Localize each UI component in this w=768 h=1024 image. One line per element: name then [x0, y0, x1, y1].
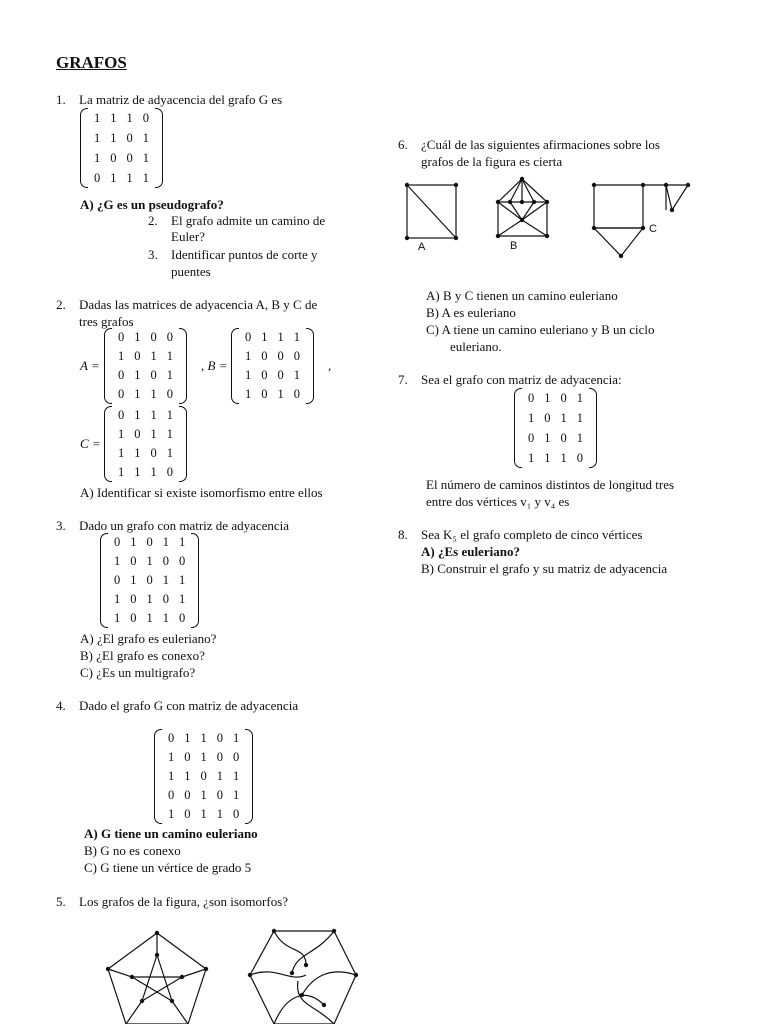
matrix-cell: 1 — [118, 465, 125, 479]
q1-item-3-text-cont: puentes — [171, 264, 211, 279]
matrix-cell: 0 — [233, 807, 240, 821]
matrix-cell: 1 — [200, 750, 207, 764]
matrix-cell: 1 — [216, 807, 223, 821]
q6-option-c-cont: euleriano. — [450, 339, 502, 354]
matrix-cell: 1 — [245, 349, 252, 363]
q2-matrix-b — [231, 328, 314, 404]
q5-graph-hexagon — [246, 925, 358, 1024]
matrix-cell: 1 — [277, 387, 284, 401]
q6-graphs-figure — [400, 176, 700, 260]
matrix-cell: 1 — [560, 451, 567, 465]
matrix-cell: 0 — [184, 750, 191, 764]
matrix-cell: 1 — [130, 573, 137, 587]
q6-number: 6. — [398, 137, 408, 152]
matrix-cell: 1 — [200, 807, 207, 821]
matrix-table — [523, 388, 588, 468]
matrix-cell: 1 — [166, 427, 173, 441]
matrix-row — [240, 328, 305, 347]
matrix-row — [109, 571, 190, 590]
matrix-table — [113, 406, 178, 482]
matrix-cell: 0 — [146, 573, 153, 587]
matrix-cell: 0 — [134, 349, 141, 363]
q2-trailing-comma: , — [328, 358, 332, 373]
q3-option-c: C) ¿Es un multigrafo? — [80, 665, 196, 680]
matrix-cell: 1 — [277, 330, 284, 344]
matrix-cell: 1 — [184, 769, 191, 783]
q1-option-a: A) ¿G es un pseudografo? — [80, 197, 224, 212]
q4-option-b: B) G no es conexo — [84, 843, 181, 858]
q1-item-2-text: El grafo admite un camino de — [171, 213, 326, 228]
matrix-row — [109, 609, 190, 628]
matrix-cell: 1 — [168, 769, 175, 783]
matrix-cell: 1 — [150, 408, 157, 422]
matrix-row — [109, 533, 190, 552]
matrix-row — [240, 385, 305, 404]
matrix-cell: 0 — [118, 387, 125, 401]
matrix-row — [113, 385, 178, 404]
matrix-cell: 0 — [150, 446, 157, 460]
matrix-cell: 0 — [179, 554, 186, 568]
matrix-cell: 1 — [110, 171, 117, 185]
matrix-cell: 0 — [162, 554, 169, 568]
matrix-cell: 1 — [134, 330, 141, 344]
matrix-cell: 1 — [142, 131, 149, 145]
matrix-cell: 1 — [114, 592, 121, 606]
q4-number: 4. — [56, 698, 66, 713]
matrix-row — [163, 786, 244, 805]
matrix-cell: 1 — [576, 431, 583, 445]
matrix-cell: 0 — [166, 387, 173, 401]
matrix-row — [109, 590, 190, 609]
matrix-cell: 0 — [150, 368, 157, 382]
matrix-cell: 1 — [233, 788, 240, 802]
q2-matrix-a-label: A = — [80, 358, 100, 373]
matrix-cell: 1 — [134, 368, 141, 382]
matrix-cell: 0 — [528, 391, 535, 405]
matrix-cell: 1 — [166, 368, 173, 382]
q2-matrix-b-label: , B = — [201, 358, 228, 373]
matrix-cell: 1 — [118, 446, 125, 460]
matrix-cell: 1 — [179, 535, 186, 549]
matrix-cell: 1 — [560, 411, 567, 425]
matrix-cell: 0 — [233, 750, 240, 764]
matrix-row — [163, 805, 244, 824]
matrix-cell: 1 — [118, 427, 125, 441]
matrix-cell: 1 — [293, 368, 300, 382]
matrix-cell: 1 — [114, 554, 121, 568]
q3-number: 3. — [56, 518, 66, 533]
matrix-row — [113, 406, 178, 425]
matrix-cell: 1 — [110, 111, 117, 125]
matrix-cell: 0 — [560, 391, 567, 405]
matrix-table — [240, 328, 305, 404]
matrix-row — [523, 388, 588, 408]
matrix-table — [163, 729, 244, 824]
matrix-cell: 0 — [142, 111, 149, 125]
matrix-cell: 1 — [162, 535, 169, 549]
q5-number: 5. — [56, 894, 66, 909]
q1-item-2-text-cont: Euler? — [171, 229, 205, 244]
matrix-row — [113, 444, 178, 463]
matrix-cell: 1 — [179, 592, 186, 606]
matrix-cell: 0 — [130, 611, 137, 625]
q3-matrix — [100, 533, 199, 628]
q7-matrix — [514, 388, 597, 468]
q6-graph-b-label: B — [510, 240, 518, 252]
matrix-cell: 1 — [118, 349, 125, 363]
matrix-cell: 1 — [146, 592, 153, 606]
q6-graph-a-label: A — [418, 241, 426, 253]
matrix-cell: 0 — [118, 330, 125, 344]
matrix-cell: 0 — [130, 592, 137, 606]
matrix-cell: 0 — [200, 769, 207, 783]
q1-number: 1. — [56, 92, 66, 107]
q1-matrix — [80, 108, 163, 188]
matrix-cell: 1 — [166, 446, 173, 460]
matrix-row — [113, 425, 178, 444]
q2-matrix-c-label: C = — [80, 436, 101, 451]
page-title: GRAFOS — [56, 53, 127, 72]
matrix-cell: 1 — [94, 131, 101, 145]
q2-text-cont: tres grafos — [79, 314, 134, 329]
matrix-row — [89, 108, 154, 128]
matrix-row — [523, 448, 588, 468]
matrix-cell: 0 — [130, 554, 137, 568]
matrix-cell: 0 — [245, 330, 252, 344]
matrix-cell: 1 — [162, 611, 169, 625]
matrix-cell: 1 — [200, 731, 207, 745]
matrix-cell: 1 — [200, 788, 207, 802]
matrix-cell: 0 — [168, 788, 175, 802]
matrix-cell: 0 — [134, 427, 141, 441]
matrix-cell: 1 — [162, 573, 169, 587]
matrix-cell: 0 — [261, 349, 268, 363]
matrix-cell: 1 — [94, 151, 101, 165]
matrix-cell: 0 — [118, 368, 125, 382]
matrix-cell: 1 — [544, 451, 551, 465]
q2-option-a: A) Identificar si existe isomorfismo entre ellos — [80, 485, 323, 500]
q8-option-a: A) ¿Es euleriano? — [421, 544, 520, 559]
q6-option-c: C) A tiene un camino euleriano y B un ciclo — [426, 322, 655, 337]
q1-item-3-text: Identificar puntos de corte y — [171, 247, 318, 262]
matrix-cell: 1 — [110, 131, 117, 145]
matrix-cell: 1 — [166, 349, 173, 363]
matrix-cell: 1 — [94, 111, 101, 125]
matrix-cell: 1 — [544, 431, 551, 445]
q8-option-b: B) Construir el grafo y su matriz de adyacencia — [421, 561, 668, 576]
q8-text: Sea K₅ el grafo completo de cinco vértices — [421, 527, 643, 542]
matrix-row — [113, 347, 178, 366]
q6-text-cont: grafos de la figura es cierta — [421, 154, 563, 169]
q6-text: ¿Cuál de las siguientes afirmaciones sobre los — [421, 137, 660, 152]
matrix-cell: 0 — [166, 465, 173, 479]
matrix-cell: 1 — [150, 349, 157, 363]
matrix-cell: 1 — [146, 554, 153, 568]
matrix-cell: 1 — [126, 171, 133, 185]
q2-matrix-a — [104, 328, 187, 404]
q7-text-after-2: entre dos vértices v₁ y v₄ es — [426, 494, 570, 509]
matrix-cell: 0 — [184, 807, 191, 821]
matrix-cell: 1 — [150, 427, 157, 441]
matrix-cell: 1 — [134, 446, 141, 460]
matrix-cell: 1 — [184, 731, 191, 745]
q7-text: Sea el grafo con matriz de adyacencia: — [421, 372, 622, 387]
matrix-cell: 0 — [216, 750, 223, 764]
matrix-cell: 0 — [576, 451, 583, 465]
matrix-cell: 0 — [126, 131, 133, 145]
matrix-cell: 1 — [142, 151, 149, 165]
matrix-table — [89, 108, 154, 188]
q7-text-after-1: El número de caminos distintos de longitud tres — [426, 477, 675, 492]
q5-graph-petersen — [104, 925, 214, 1024]
matrix-cell: 0 — [94, 171, 101, 185]
matrix-table — [109, 533, 190, 628]
matrix-cell: 0 — [560, 431, 567, 445]
q6-option-b: B) A es euleriano — [426, 305, 516, 320]
matrix-cell: 1 — [168, 807, 175, 821]
matrix-cell: 1 — [216, 769, 223, 783]
matrix-cell: 1 — [245, 387, 252, 401]
matrix-cell: 0 — [162, 592, 169, 606]
matrix-row — [109, 552, 190, 571]
q1-item-3-number: 3. — [148, 247, 158, 262]
matrix-cell: 0 — [277, 349, 284, 363]
matrix-cell: 1 — [293, 330, 300, 344]
q4-matrix — [154, 729, 253, 824]
matrix-cell: 0 — [150, 330, 157, 344]
q3-option-a: A) ¿El grafo es euleriano? — [80, 631, 217, 646]
matrix-cell: 0 — [216, 788, 223, 802]
matrix-cell: 1 — [142, 171, 149, 185]
matrix-cell: 0 — [146, 535, 153, 549]
matrix-cell: 1 — [233, 731, 240, 745]
q6-graph-c-label: C — [649, 223, 657, 235]
matrix-cell: 1 — [576, 391, 583, 405]
matrix-cell: 0 — [293, 349, 300, 363]
q2-matrix-c — [104, 406, 187, 482]
matrix-cell: 1 — [134, 465, 141, 479]
matrix-row — [240, 347, 305, 366]
matrix-cell: 1 — [166, 408, 173, 422]
matrix-cell: 0 — [179, 611, 186, 625]
matrix-row — [163, 767, 244, 786]
matrix-cell: 0 — [293, 387, 300, 401]
q4-option-c: C) G tiene un vértice de grado 5 — [84, 860, 252, 875]
q3-text: Dado un grafo con matriz de adyacencia — [79, 518, 290, 533]
matrix-table — [113, 328, 178, 404]
q6-option-a: A) B y C tienen un camino euleriano — [426, 288, 618, 303]
matrix-cell: 1 — [126, 111, 133, 125]
matrix-cell: 1 — [130, 535, 137, 549]
matrix-cell: 1 — [134, 387, 141, 401]
q4-option-a: A) G tiene un camino euleriano — [84, 826, 258, 841]
matrix-row — [113, 328, 178, 347]
matrix-cell: 0 — [114, 573, 121, 587]
q2-text: Dadas las matrices de adyacencia A, B y C de — [79, 297, 318, 312]
matrix-row — [113, 463, 178, 482]
matrix-cell: 0 — [110, 151, 117, 165]
matrix-row — [89, 148, 154, 168]
matrix-cell: 1 — [544, 391, 551, 405]
matrix-row — [240, 366, 305, 385]
matrix-cell: 0 — [166, 330, 173, 344]
matrix-cell: 1 — [261, 330, 268, 344]
matrix-cell: 1 — [114, 611, 121, 625]
q5-text: Los grafos de la figura, ¿son isomorfos? — [79, 894, 289, 909]
q8-number: 8. — [398, 527, 408, 542]
q1-text: La matriz de adyacencia del grafo G es — [79, 92, 283, 107]
q4-text: Dado el grafo G con matriz de adyacencia — [79, 698, 299, 713]
matrix-row — [523, 408, 588, 428]
matrix-cell: 1 — [528, 451, 535, 465]
matrix-cell: 0 — [114, 535, 121, 549]
matrix-row — [523, 428, 588, 448]
matrix-row — [113, 366, 178, 385]
matrix-cell: 0 — [168, 731, 175, 745]
q1-item-2-number: 2. — [148, 213, 158, 228]
matrix-cell: 1 — [576, 411, 583, 425]
matrix-cell: 0 — [544, 411, 551, 425]
matrix-cell: 1 — [146, 611, 153, 625]
matrix-cell: 0 — [528, 431, 535, 445]
q7-number: 7. — [398, 372, 408, 387]
q2-number: 2. — [56, 297, 66, 312]
matrix-cell: 1 — [134, 408, 141, 422]
matrix-cell: 1 — [150, 387, 157, 401]
matrix-cell: 0 — [126, 151, 133, 165]
matrix-cell: 0 — [216, 731, 223, 745]
matrix-cell: 1 — [179, 573, 186, 587]
matrix-row — [89, 128, 154, 148]
matrix-row — [163, 729, 244, 748]
matrix-cell: 0 — [184, 788, 191, 802]
matrix-cell: 1 — [528, 411, 535, 425]
matrix-cell: 0 — [261, 368, 268, 382]
matrix-cell: 1 — [245, 368, 252, 382]
matrix-cell: 1 — [150, 465, 157, 479]
matrix-cell: 0 — [261, 387, 268, 401]
q3-option-b: B) ¿El grafo es conexo? — [80, 648, 205, 663]
matrix-row — [89, 168, 154, 188]
matrix-cell: 1 — [168, 750, 175, 764]
matrix-cell: 0 — [277, 368, 284, 382]
matrix-cell: 1 — [233, 769, 240, 783]
matrix-cell: 0 — [118, 408, 125, 422]
matrix-row — [163, 748, 244, 767]
